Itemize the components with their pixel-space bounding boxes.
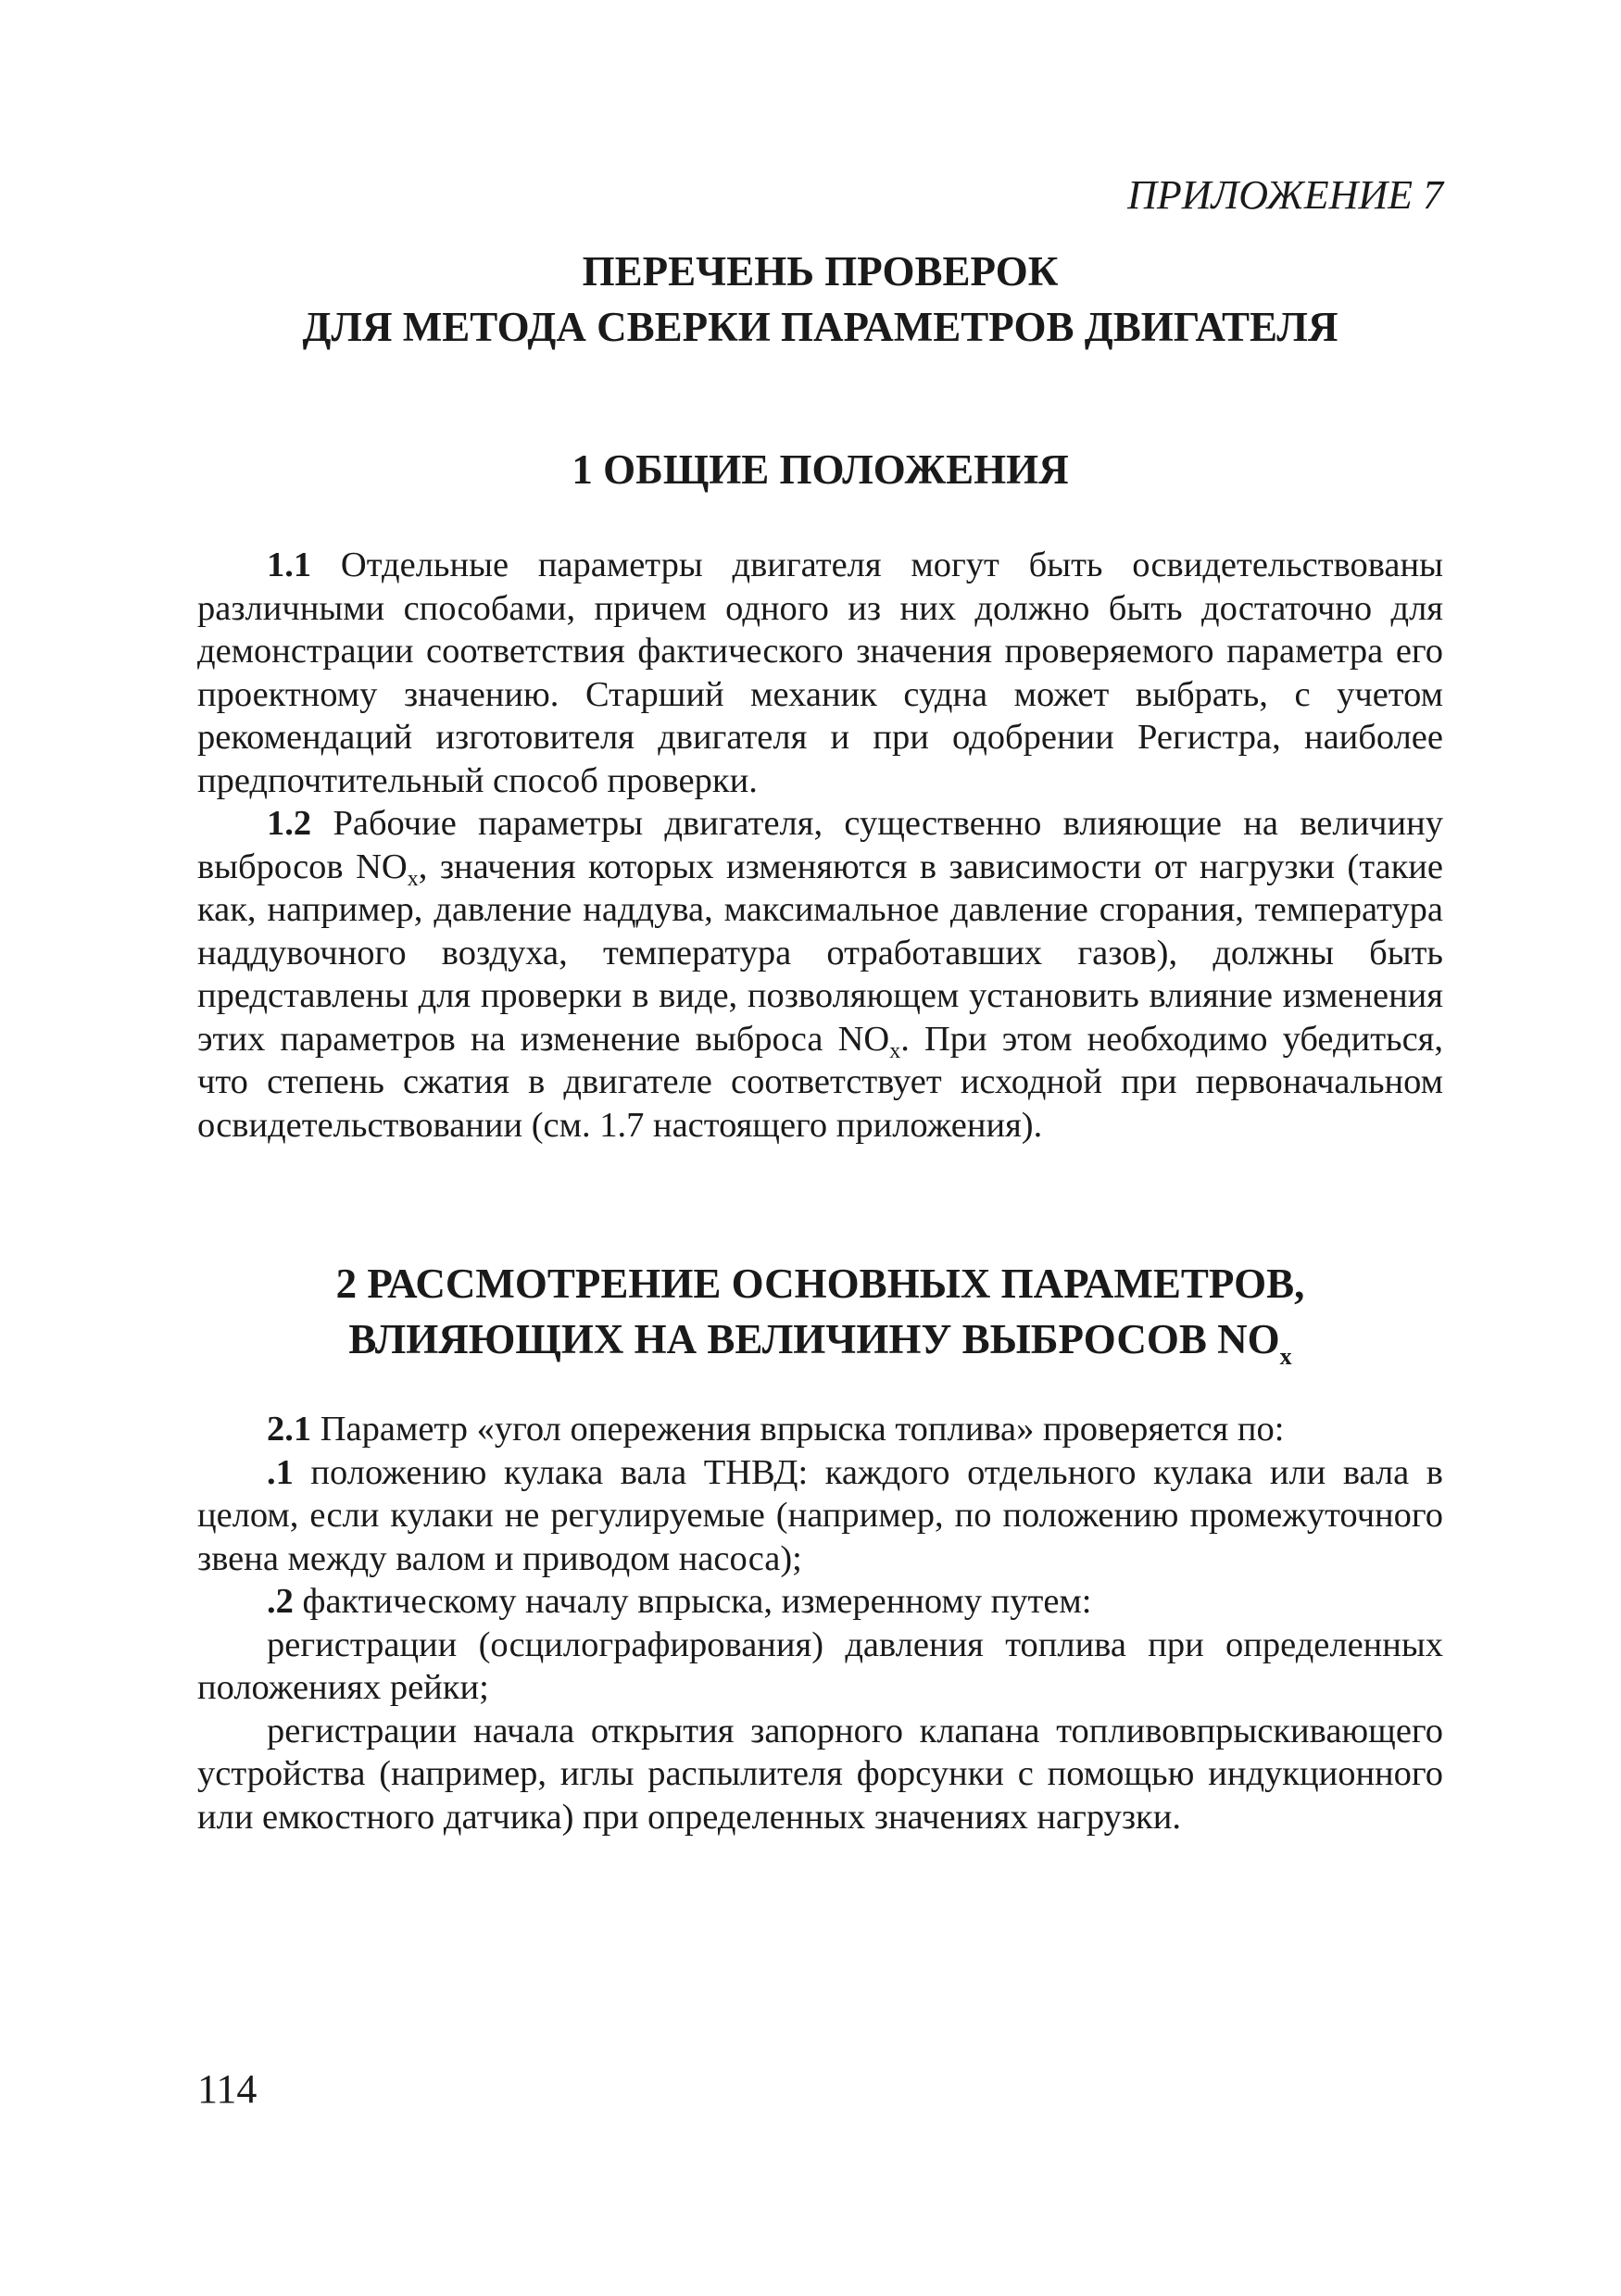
list-item-2-number: .2 bbox=[267, 1582, 294, 1621]
section-1-heading: 1 ОБЩИЕ ПОЛОЖЕНИЯ bbox=[572, 446, 1069, 493]
paragraph-1-1 bbox=[197, 544, 1443, 802]
paragraph-2-1 bbox=[197, 1408, 1443, 1451]
section-2-heading-line-2-text: ВЛИЯЮЩИХ НА ВЕЛИЧИНУ ВЫБРОСОВ NO bbox=[348, 1316, 1280, 1362]
paragraph-1-2-text-c: . При этом необходимо убедиться, что степень сжатия в двигателе соответствует исходной при первоначальном освидетельствовании (см. 1.7 настоящего приложения). bbox=[197, 1019, 1444, 1145]
list-item-1 bbox=[197, 1451, 1443, 1581]
document-title-line-2: ДЛЯ МЕТОДА СВЕРКИ ПАРАМЕТРОВ ДВИГАТЕЛЯ bbox=[302, 304, 1338, 350]
sub-item-2: регистрации начала открытия запорного клапана топливовпрыскивающего устройства (например, иглы распылителя форсунки с помощью индукционного или емкостного датчика) при определенных значениях нагрузки. bbox=[197, 1711, 1443, 1837]
section-2-heading-line-2 bbox=[197, 1311, 1443, 1370]
paragraph-1-2-text-b: , значения которых изменяются в зависимости от нагрузки (такие как, например, давление наддува, максимальное давление сгорания, температура наддувочного воздуха, температура отработавших газов), должны быть представлены для проверки в виде, позволяющем установить влияние изменения этих параметров на изменение выброса NO bbox=[197, 847, 1443, 1059]
section-2-heading-line-1: 2 РАССМОТРЕНИЕ ОСНОВНЫХ ПАРАМЕТРОВ, bbox=[335, 1261, 1305, 1307]
subscript-x: x bbox=[889, 1038, 901, 1063]
paragraph-1-1-number: 1.1 bbox=[267, 546, 312, 584]
page-content bbox=[197, 171, 1443, 1838]
page-number: 114 bbox=[197, 2066, 258, 2112]
paragraph-1-2-number: 1.2 bbox=[267, 804, 312, 843]
appendix-label: ПРИЛОЖЕНИЕ 7 bbox=[1127, 172, 1443, 218]
list-item-1-text: положению кулака вала ТНВД: каждого отдельного кулака или вала в целом, если кулаки не регулируемые (например, по положению промежуточного звена между валом и приводом насоса); bbox=[197, 1452, 1443, 1578]
list-item-1-number: .1 bbox=[267, 1452, 294, 1492]
paragraph-1-2 bbox=[197, 802, 1443, 1147]
paragraph-1-2-text-a: Рабочие параметры двигателя, существенно влияющие на величину выбросов NO bbox=[197, 804, 1443, 886]
paragraph-2-1-number: 2.1 bbox=[267, 1410, 312, 1449]
section-1-body bbox=[197, 544, 1443, 1147]
paragraph-2-1-text: Параметр «угол опережения впрыска топлива» проверяется по: bbox=[311, 1410, 1285, 1449]
document-title-line-1: ПЕРЕЧЕНЬ ПРОВЕРОК bbox=[582, 248, 1059, 295]
subscript-x: x bbox=[1279, 1343, 1292, 1370]
paragraph-1-1-text: Отдельные параметры двигателя могут быть освидетельствованы различными способами, причем одного из них должно быть достаточно для демонстрации соответствия фактического значения проверяемого параметра его проектному значению. Старший механик судна может выбрать, с учетом рекомендаций изготовителя двигателя и при одобрении Регистра, наиболее предпочтительный способ проверки. bbox=[197, 546, 1443, 800]
sub-item-1: регистрации (осцилографирования) давления топлива при определенных положениях рейки; bbox=[197, 1625, 1443, 1707]
subscript-x: x bbox=[407, 866, 419, 891]
list-item-2-text: фактическому началу впрыска, измеренному путем: bbox=[293, 1582, 1092, 1621]
document-title bbox=[197, 244, 1443, 355]
section-2-heading bbox=[197, 1256, 1443, 1370]
section-2-body bbox=[197, 1408, 1443, 1838]
list-item-2 bbox=[197, 1580, 1443, 1624]
